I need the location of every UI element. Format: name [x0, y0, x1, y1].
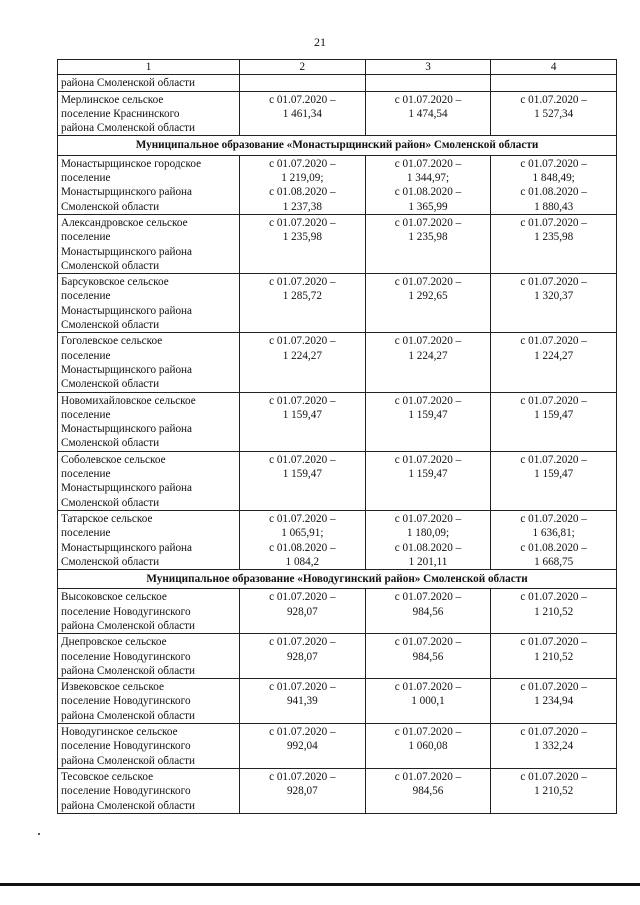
tariff-cell-col3	[365, 768, 491, 813]
table-row	[58, 510, 617, 569]
tariff-line: 1 320,37	[534, 290, 574, 303]
settlement-name-cell	[58, 679, 240, 724]
tariff-cell-col2	[240, 274, 366, 333]
settlement-name-line: поселение Новодугинского	[61, 605, 191, 618]
tariff-cell-col4	[491, 75, 617, 91]
settlement-name-line: Монастырщинского района	[61, 541, 192, 554]
tariff-cell-col2	[240, 768, 366, 813]
tariff-line: 984,56	[412, 785, 444, 798]
tariff-cell-col2	[240, 724, 366, 769]
settlement-name-line: района Смоленской области	[61, 709, 196, 722]
tariff-line: 1 159,47	[282, 408, 322, 421]
tariff-line: 992,04	[286, 740, 318, 753]
settlement-name-line: поселение Новодугинского	[61, 785, 191, 798]
tariff-cell-col4	[491, 214, 617, 273]
tariff-cell-col3	[365, 75, 491, 91]
tariff-line: с 01.08.2020 –	[394, 186, 462, 199]
tariff-line: 1 159,47	[408, 408, 448, 421]
tariff-table	[57, 59, 617, 814]
settlement-name-cell	[58, 768, 240, 813]
tariff-line: 1 234,94	[534, 695, 574, 708]
tariff-line: с 01.07.2020 –	[269, 636, 336, 649]
tariff-line: с 01.07.2020 –	[520, 512, 587, 525]
tariff-line: 1 084,2	[285, 555, 320, 568]
column-header-1: 1	[58, 60, 240, 75]
tariff-line: 1 210,52	[534, 785, 574, 798]
settlement-name-line: поселение	[61, 231, 111, 244]
table-row	[58, 333, 617, 392]
tariff-cell-col3	[365, 155, 491, 214]
tariff-line: с 01.07.2020 –	[394, 681, 462, 694]
settlement-name-line: Днепровское сельское	[61, 636, 167, 649]
tariff-line: с 01.07.2020 –	[520, 591, 587, 604]
table-row	[58, 589, 617, 634]
settlement-name-line: поселение	[61, 468, 111, 481]
tariff-line: 1 159,47	[534, 408, 574, 421]
settlement-name-line: Новомихайловское сельское	[61, 394, 196, 407]
tariff-cell-col3	[365, 274, 491, 333]
tariff-cell-col4	[491, 724, 617, 769]
tariff-line: с 01.07.2020 –	[520, 636, 587, 649]
tariff-line: с 01.08.2020 –	[269, 186, 336, 199]
table-body	[58, 60, 617, 814]
tariff-line: 1 219,09;	[281, 172, 324, 185]
settlement-name-cell	[58, 589, 240, 634]
section-heading: Муниципальное образование «Монастырщинский район» Смоленской области	[58, 136, 617, 155]
tariff-line: 1 180,09;	[406, 527, 450, 540]
tariff-line: 1 668,75	[534, 555, 574, 568]
settlement-name-line: поселение Новодугинского	[61, 740, 191, 753]
tariff-cell-col3	[365, 333, 491, 392]
settlement-name-line: Монастырщинского района	[61, 363, 192, 376]
tariff-cell-col2	[240, 451, 366, 510]
tariff-line: с 01.07.2020 –	[269, 512, 336, 525]
tariff-line: с 01.07.2020 –	[394, 157, 462, 170]
tariff-line: с 01.07.2020 –	[269, 453, 336, 466]
tariff-cell-col2	[240, 333, 366, 392]
tariff-line: с 01.07.2020 –	[394, 591, 462, 604]
settlement-name-line: Смоленской области	[61, 496, 160, 509]
table-row	[58, 155, 617, 214]
tariff-line: с 01.07.2020 –	[269, 216, 336, 229]
settlement-name-line: Монастырщинское городское	[61, 157, 202, 170]
settlement-name-line: Барсуковское сельское	[61, 276, 169, 289]
tariff-line: 1 224,27	[282, 349, 322, 362]
settlement-name-line: поселение	[61, 408, 111, 421]
settlement-name-line: Тесовское сельское	[61, 770, 154, 783]
tariff-cell-col4	[491, 589, 617, 634]
tariff-line: 1 000,1	[411, 695, 445, 708]
table-row	[58, 634, 617, 679]
tariff-line: 1 474,54	[408, 107, 448, 120]
tariff-line: 1 292,65	[408, 290, 448, 303]
table-row	[58, 75, 617, 91]
tariff-line: с 01.07.2020 –	[394, 276, 462, 289]
tariff-cell-col4	[491, 768, 617, 813]
settlement-name-line: Смоленской области	[61, 200, 160, 213]
tariff-line: с 01.07.2020 –	[269, 276, 336, 289]
settlement-name-line: Смоленской области	[61, 378, 160, 391]
tariff-line: 984,56	[412, 605, 444, 618]
settlement-name-cell	[58, 510, 240, 569]
settlement-name-line: Смоленской области	[61, 259, 160, 272]
page-number: 21	[314, 35, 326, 49]
tariff-cell-col2	[240, 634, 366, 679]
tariff-cell-col4	[491, 91, 617, 136]
tariff-line: с 01.08.2020 –	[394, 541, 462, 554]
section-heading-row	[58, 570, 617, 589]
tariff-line: 984,56	[412, 650, 444, 663]
tariff-line: с 01.07.2020 –	[520, 726, 587, 739]
table-row	[58, 274, 617, 333]
tariff-line: 1 285,72	[282, 290, 322, 303]
tariff-line: 1 224,27	[408, 349, 448, 362]
settlement-name-cell	[58, 274, 240, 333]
table-row	[58, 214, 617, 273]
tariff-line: 1 210,52	[534, 650, 574, 663]
column-header-2: 2	[240, 60, 366, 75]
tariff-line: 1 527,34	[534, 107, 574, 120]
tariff-line: 1 235,98	[408, 231, 448, 244]
settlement-name-line: района Смоленской области	[61, 122, 196, 135]
settlement-name-line: поселение Краснинского	[61, 107, 180, 120]
tariff-line: с 01.07.2020 –	[520, 681, 587, 694]
settlement-name-line: Смоленской области	[61, 319, 160, 332]
tariff-line: с 01.07.2020 –	[394, 726, 462, 739]
settlement-name-line: поселение Новодугинского	[61, 650, 191, 663]
settlement-name-line: Монастырщинского района	[61, 482, 192, 495]
tariff-line: с 01.07.2020 –	[520, 394, 587, 407]
tariff-cell-col3	[365, 724, 491, 769]
tariff-line: 1 461,34	[282, 107, 322, 120]
settlement-name-line: поселение Новодугинского	[61, 695, 191, 708]
settlement-name-line: Новодугинское сельское	[61, 726, 178, 739]
table-row	[58, 392, 617, 451]
tariff-line: 1 365,99	[408, 200, 448, 213]
tariff-cell-col3	[365, 214, 491, 273]
tariff-cell-col4	[491, 333, 617, 392]
tariff-line: с 01.07.2020 –	[520, 453, 587, 466]
tariff-cell-col2	[240, 155, 366, 214]
tariff-line: 1 224,27	[534, 349, 574, 362]
tariff-cell-col4	[491, 274, 617, 333]
tariff-cell-col4	[491, 679, 617, 724]
tariff-cell-col4	[491, 634, 617, 679]
tariff-line: с 01.07.2020 –	[394, 636, 462, 649]
table-row	[58, 768, 617, 813]
table-row	[58, 451, 617, 510]
settlement-name-line: Гоголевское сельское	[61, 335, 163, 348]
tariff-cell-col3	[365, 634, 491, 679]
tariff-cell-col4	[491, 392, 617, 451]
tariff-cell-col3	[365, 679, 491, 724]
tariff-cell-col2	[240, 214, 366, 273]
tariff-line: с 01.07.2020 –	[269, 726, 336, 739]
settlement-name-line: района Смоленской области	[61, 754, 196, 767]
settlement-name-line: поселение	[61, 290, 111, 303]
tariff-line: 1 636,81;	[532, 527, 575, 540]
section-heading: Муниципальное образование «Новодугинский район» Смоленской области	[58, 570, 617, 589]
settlement-name-line: Смоленской области	[61, 555, 160, 568]
settlement-name-line: Монастырщинского района	[61, 423, 192, 436]
tariff-line: с 01.07.2020 –	[520, 93, 587, 106]
tariff-line: 928,07	[286, 650, 318, 663]
tariff-line: с 01.07.2020 –	[394, 394, 462, 407]
settlement-name-line: Мерлинское сельское	[61, 93, 164, 106]
tariff-line: с 01.07.2020 –	[394, 335, 462, 348]
settlement-name-cell	[58, 333, 240, 392]
tariff-line: с 01.07.2020 –	[520, 276, 587, 289]
settlement-name-line: Смоленской области	[61, 437, 160, 450]
tariff-cell-col2	[240, 392, 366, 451]
settlement-name-line: Монастырщинского района	[61, 245, 192, 258]
tariff-line: с 01.07.2020 –	[394, 216, 462, 229]
tariff-line: с 01.07.2020 –	[394, 453, 462, 466]
settlement-name-line: Извековское сельское	[61, 681, 164, 694]
tariff-line: с 01.07.2020 –	[394, 93, 462, 106]
tariff-line: с 01.07.2020 –	[269, 335, 336, 348]
tariff-line: с 01.07.2020 –	[520, 216, 587, 229]
tariff-line: с 01.07.2020 –	[269, 681, 336, 694]
tariff-line: 1 237,38	[282, 200, 322, 213]
tariff-line: 1 201,11	[408, 555, 448, 568]
tariff-line: с 01.07.2020 –	[269, 394, 336, 407]
settlement-name-line: поселение	[61, 172, 111, 185]
tariff-line: с 01.07.2020 –	[394, 512, 462, 525]
tariff-cell-col3	[365, 589, 491, 634]
tariff-line: 1 065,91;	[281, 527, 324, 540]
tariff-line: 1 332,24	[534, 740, 574, 753]
settlement-name-line: района Смоленской области	[61, 799, 196, 812]
settlement-name-line: Высоковское сельское	[61, 591, 167, 604]
tariff-line: с 01.08.2020 –	[269, 541, 336, 554]
tariff-line: с 01.07.2020 –	[269, 93, 336, 106]
settlement-name-line: Александровское сельское	[61, 216, 188, 229]
settlement-name-cell	[58, 75, 240, 91]
tariff-cell-col4	[491, 510, 617, 569]
settlement-name-line: Монастырщинского района	[61, 304, 192, 317]
table-row	[58, 724, 617, 769]
tariff-cell-col3	[365, 510, 491, 569]
bottom-rule	[0, 883, 640, 886]
tariff-line: 1 880,43	[534, 200, 574, 213]
settlement-name-cell	[58, 214, 240, 273]
settlement-name-cell	[58, 392, 240, 451]
tariff-line: с 01.07.2020 –	[269, 591, 336, 604]
tariff-line: 1 235,98	[534, 231, 574, 244]
tariff-cell-col2	[240, 679, 366, 724]
tariff-line: с 01.08.2020 –	[520, 186, 587, 199]
settlement-name-line: поселение	[61, 349, 111, 362]
section-heading-row	[58, 136, 617, 155]
tariff-line: 941,39	[286, 695, 318, 708]
tariff-line: 1 159,47	[408, 468, 448, 481]
tariff-line: 1 235,98	[282, 231, 322, 244]
table-header-row	[58, 60, 617, 75]
tariff-line: с 01.07.2020 –	[520, 770, 587, 783]
tariff-line: с 01.08.2020 –	[520, 541, 587, 554]
tariff-line: 1 159,47	[534, 468, 574, 481]
tariff-line: с 01.07.2020 –	[394, 770, 462, 783]
tariff-cell-col2	[240, 91, 366, 136]
settlement-name-line: района Смоленской области	[61, 619, 196, 632]
tariff-line: с 01.07.2020 –	[269, 770, 336, 783]
settlement-name-cell	[58, 451, 240, 510]
tariff-line: 928,07	[286, 605, 318, 618]
tariff-cell-col3	[365, 392, 491, 451]
settlement-name-cell	[58, 155, 240, 214]
settlement-name-line: поселение	[61, 527, 111, 540]
tariff-line: 928,07	[286, 785, 318, 798]
tariff-cell-col4	[491, 155, 617, 214]
tariff-line: с 01.07.2020 –	[269, 157, 336, 170]
column-header-4: 4	[491, 60, 617, 75]
tariff-cell-col3	[365, 451, 491, 510]
tariff-line: 1 060,08	[408, 740, 448, 753]
tariff-line: 1 159,47	[282, 468, 322, 481]
tariff-line: с 01.07.2020 –	[520, 157, 587, 170]
tariff-cell-col2	[240, 510, 366, 569]
settlement-name-cell	[58, 634, 240, 679]
settlement-name-line: района Смоленской области	[61, 77, 196, 90]
settlement-name-line: района Смоленской области	[61, 664, 196, 677]
scan-dot	[38, 833, 40, 835]
tariff-line: 1 848,49;	[532, 172, 575, 185]
tariff-cell-col2	[240, 589, 366, 634]
column-header-3: 3	[365, 60, 491, 75]
settlement-name-line: Монастырщинского района	[61, 186, 192, 199]
tariff-cell-col4	[491, 451, 617, 510]
table-row	[58, 679, 617, 724]
tariff-line: с 01.07.2020 –	[520, 335, 587, 348]
tariff-line: 1 344,97;	[406, 172, 450, 185]
settlement-name-cell	[58, 91, 240, 136]
tariff-cell-col2	[240, 75, 366, 91]
tariff-cell-col3	[365, 91, 491, 136]
settlement-name-line: Татарское сельское	[61, 512, 153, 525]
settlement-name-line: Соболевское сельское	[61, 453, 166, 466]
tariff-line: 1 210,52	[534, 605, 574, 618]
table-row	[58, 91, 617, 136]
settlement-name-cell	[58, 724, 240, 769]
